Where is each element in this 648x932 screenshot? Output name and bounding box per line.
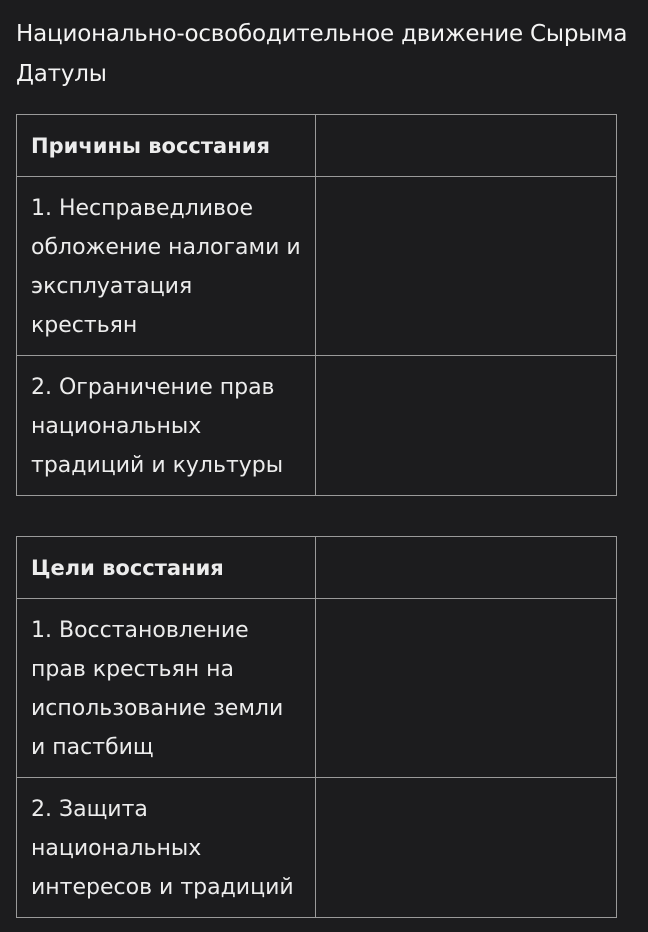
table-row	[17, 599, 617, 778]
table-header-value-cell	[316, 115, 617, 177]
table-row	[17, 356, 617, 496]
table-header-cell: Причины восстания	[17, 115, 316, 177]
table-header-value-cell	[316, 537, 617, 599]
table-cell-value	[316, 177, 617, 356]
causes-table	[16, 114, 617, 496]
table-header-cell: Цели восстания	[17, 537, 316, 599]
table-cell-text: 1. Несправедливое обложение налогами и эксплуатация крестьян	[17, 177, 316, 356]
goals-table	[16, 536, 617, 918]
table-cell-text: 2. Ограничение прав национальных традиций и культуры	[17, 356, 316, 496]
table-row	[17, 177, 617, 356]
table-cell-value	[316, 778, 617, 918]
table-row	[17, 778, 617, 918]
table-cell-value	[316, 356, 617, 496]
table-cell-value	[316, 599, 617, 778]
table-header-row	[17, 115, 617, 177]
table-cell-text: 1. Восстановление прав крестьян на использование земли и пастбищ	[17, 599, 316, 778]
table-header-row	[17, 537, 617, 599]
table-cell-text: 2. Защита национальных интересов и традиций	[17, 778, 316, 918]
document-title: Национально-освободительное движение Сырыма Датулы	[16, 21, 628, 87]
